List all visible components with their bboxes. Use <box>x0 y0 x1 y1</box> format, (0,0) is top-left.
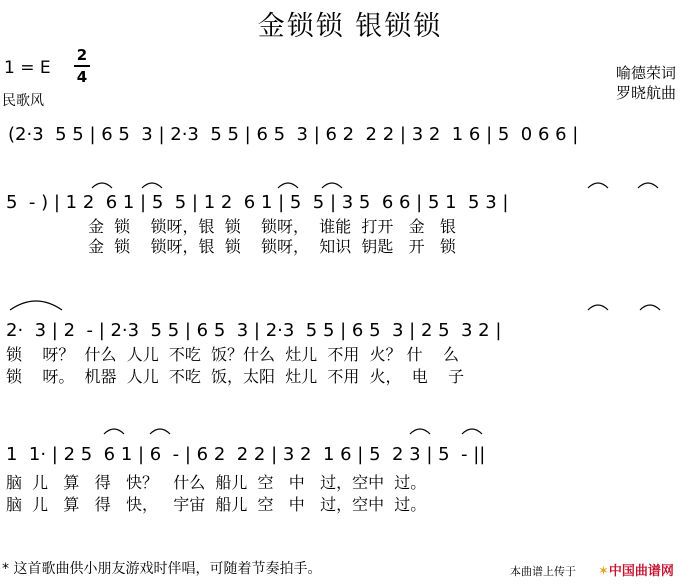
slur <box>588 183 608 188</box>
slur <box>462 429 482 434</box>
score-row-3: 2· 3 | 2 - | 2·3 5 5 | 6 5 3 | 2·3 5 5 | 6 5 3 | 2 5 3 2 | <box>6 320 502 341</box>
performance-note: * 这首歌曲供小朋友游戏时伴唱，可随着节奏拍手。 <box>2 561 322 577</box>
slur <box>588 305 608 310</box>
site-logo <box>598 560 674 579</box>
upload-credit: 本曲谱上传于 <box>510 565 576 578</box>
slur <box>142 183 162 188</box>
slur <box>150 429 170 434</box>
lyrics-row-2-verse-2: 金 锁 锁呀，银 锁 锁呀， 知识 钥匙 开 锁 <box>88 237 456 256</box>
meter-top: 2 <box>76 46 88 64</box>
lyricist-credit: 喻德荣词 <box>615 64 676 82</box>
flame-icon: ✶ <box>598 564 609 579</box>
composer-credit: 罗晓航曲 <box>615 84 676 102</box>
site-logo-text: 中国曲谱网 <box>608 564 674 579</box>
lyrics-row-4-verse-2: 脑 儿 算 得 快， 宇宙 船儿 空 中 过，空中 过。 <box>6 495 427 514</box>
slur <box>278 183 298 188</box>
song-style: 民歌风 <box>2 93 44 109</box>
meter-bottom: 4 <box>76 68 88 86</box>
score-row-2: 5 - ) | 1 2 6 1 | 5 5 | 1 2 6 1 | 5 5 | 3 5 6 6 | 5 1 5 3 | <box>6 192 509 213</box>
slur <box>410 429 430 434</box>
lyrics-row-3-verse-2: 锁 呀。 机器 人儿 不吃 饭，太阳 灶儿 不用 火， 电 子 <box>6 367 465 386</box>
slur <box>104 429 124 434</box>
song-title: 金锁锁 银锁锁 <box>257 11 443 42</box>
lyrics-row-3-verse-1: 锁 呀？ 什么 人儿 不吃 饭？什么 灶儿 不用 火？ 什 么 <box>6 345 459 364</box>
lyrics-row-4-verse-1: 脑 儿 算 得 快？ 什么 船儿 空 中 过，空中 过。 <box>6 473 427 492</box>
score-row-1: (2·3 5 5 | 6 5 3 | 2·3 5 5 | 6 5 3 | 6 2 2 2 | 3 2 1 6 | 5 0 6 6 | <box>8 124 579 145</box>
lyrics-row-2-verse-1: 金 锁 锁呀，银 锁 锁呀， 谁能 打开 金 银 <box>88 217 456 236</box>
score-row-4: 1 1· | 2 5 6 1 | 6 - | 6 2 2 2 | 3 2 1 6 | 5 2 3 | 5 - || <box>6 444 486 465</box>
slur <box>10 301 62 310</box>
slur <box>322 183 342 188</box>
key-signature: 1 = E <box>4 58 51 78</box>
slur <box>638 183 658 188</box>
slur <box>640 305 660 310</box>
slur <box>92 183 112 188</box>
